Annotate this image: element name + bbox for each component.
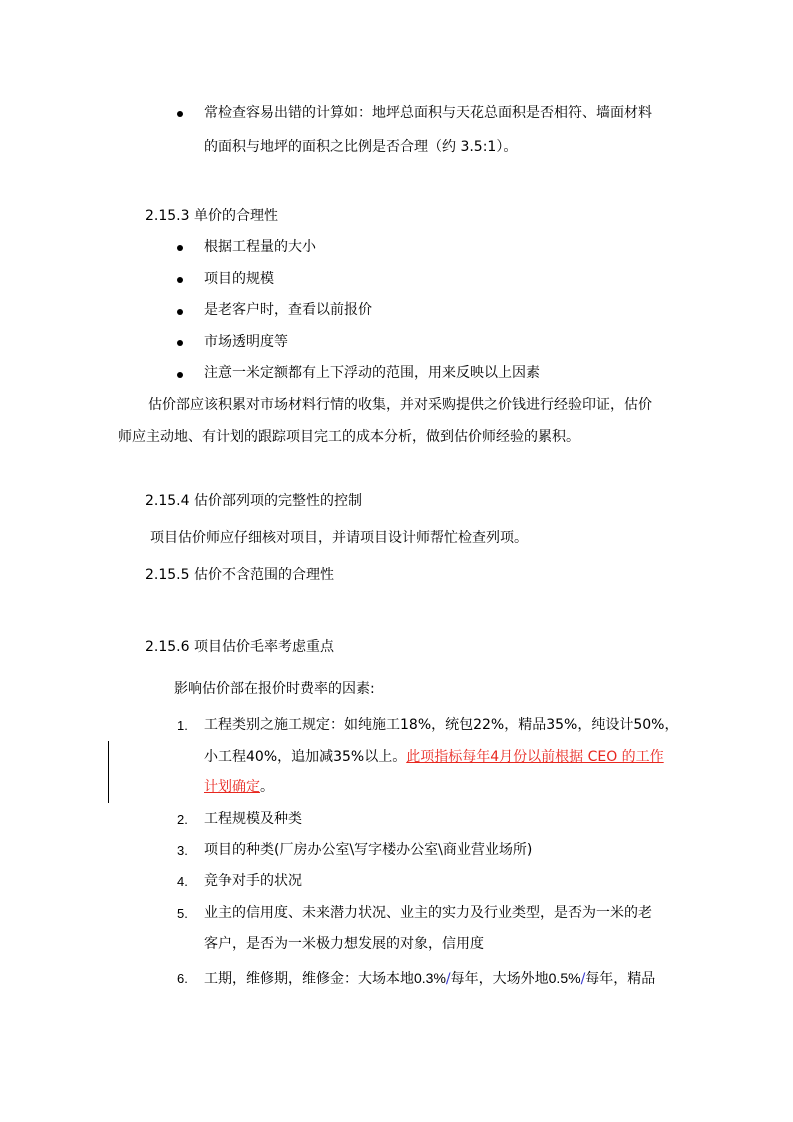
revision-bar — [108, 741, 109, 803]
s2156-item1-line3-black: 。 — [260, 779, 274, 795]
s2156-item1-line1: 工程类别之施工规定：如纯施工18%，统包22%，精品35%，纯设计50%， — [204, 717, 679, 733]
s2156-item1-line3 — [204, 777, 274, 797]
list-number: 2. — [177, 812, 188, 827]
bullet-icon — [177, 309, 183, 315]
s2156-item2: 工程规模及种类 — [204, 811, 302, 827]
section-2156-heading: 2.15.6 项目估价毛率考虑重点 — [145, 639, 334, 655]
list-number: 4. — [177, 874, 188, 889]
list-number: 5. — [177, 906, 188, 921]
bullet-icon — [177, 340, 183, 346]
s2156-item1-line2 — [204, 747, 664, 767]
s2156-item6-c: / — [445, 971, 451, 987]
s2153-bullet-1: 根据工程量的大小 — [204, 239, 316, 255]
s2156-item3: 项目的种类(厂房办公室\写字楼办公室\商业营业场所) — [204, 842, 533, 858]
bullet-icon — [177, 277, 183, 283]
s2156-item1-line3-red: 计划确定 — [204, 779, 260, 795]
s2153-bullet-5: 注意一米定额都有上下浮动的范围，用来反映以上因素 — [204, 365, 540, 381]
s2156-item6-b: 0.3% — [414, 970, 446, 986]
s2156-item5-line1: 业主的信用度、未来潜力状况、业主的实力及行业类型，是否为一米的老 — [204, 905, 652, 921]
s2156-intro: 影响估价部在报价时费率的因素: — [174, 681, 375, 697]
list-number: 3. — [177, 843, 188, 858]
check-items-line2: 的面积与地坪的面积之比例是否合理（约 3.5:1）。 — [204, 139, 518, 155]
list-number: 1. — [177, 718, 188, 733]
s2156-item6-a: 工期，维修期，维修金：大场本地 — [204, 971, 414, 987]
s2156-item6-d: 每年，大场外地 — [450, 971, 549, 987]
s2153-para-line2: 师应主动地、有计划的跟踪项目完工的成本分析，做到估价师经验的累积。 — [118, 429, 580, 445]
s2156-item5-line2: 客户，是否为一米极力想发展的对象，信用度 — [204, 936, 484, 952]
s2153-bullet-4: 市场透明度等 — [204, 334, 288, 350]
section-2153-heading: 2.15.3 单价的合理性 — [145, 208, 278, 224]
bullet-icon — [177, 245, 183, 251]
section-2154-heading: 2.15.4 估价部列项的完整性的控制 — [145, 493, 362, 509]
s2156-item6-f: / — [580, 971, 586, 987]
s2153-bullet-3: 是老客户时，查看以前报价 — [204, 302, 372, 318]
s2156-item6-g: 每年，精品 — [585, 971, 656, 987]
s2156-item6 — [204, 968, 655, 988]
s2154-para: 项目估价师应仔细核对项目，并请项目设计师帮忙检查列项。 — [150, 530, 528, 546]
s2153-para-line1: 估价部应该积累对市场材料行情的收集，并对采购提供之价钱进行经验印证，估价 — [148, 397, 652, 413]
section-2155-heading: 2.15.5 估价不含范围的合理性 — [145, 567, 334, 583]
s2156-item1-line2-red: 此项指标每年4月份以前根据 CEO 的工作 — [406, 749, 664, 765]
bullet-icon — [177, 111, 183, 117]
s2156-item6-e: 0.5% — [548, 970, 581, 986]
check-items-line1: 常检查容易出错的计算如：地坪总面积与天花总面积是否相符、墙面材料 — [204, 105, 652, 121]
bullet-icon — [177, 372, 183, 378]
s2156-item1-line2-black: 小工程40%，追加减35%以上。 — [204, 749, 407, 765]
s2156-item4: 竞争对手的状况 — [204, 873, 302, 889]
list-number: 6. — [177, 971, 188, 986]
s2153-bullet-2: 项目的规模 — [204, 271, 274, 287]
